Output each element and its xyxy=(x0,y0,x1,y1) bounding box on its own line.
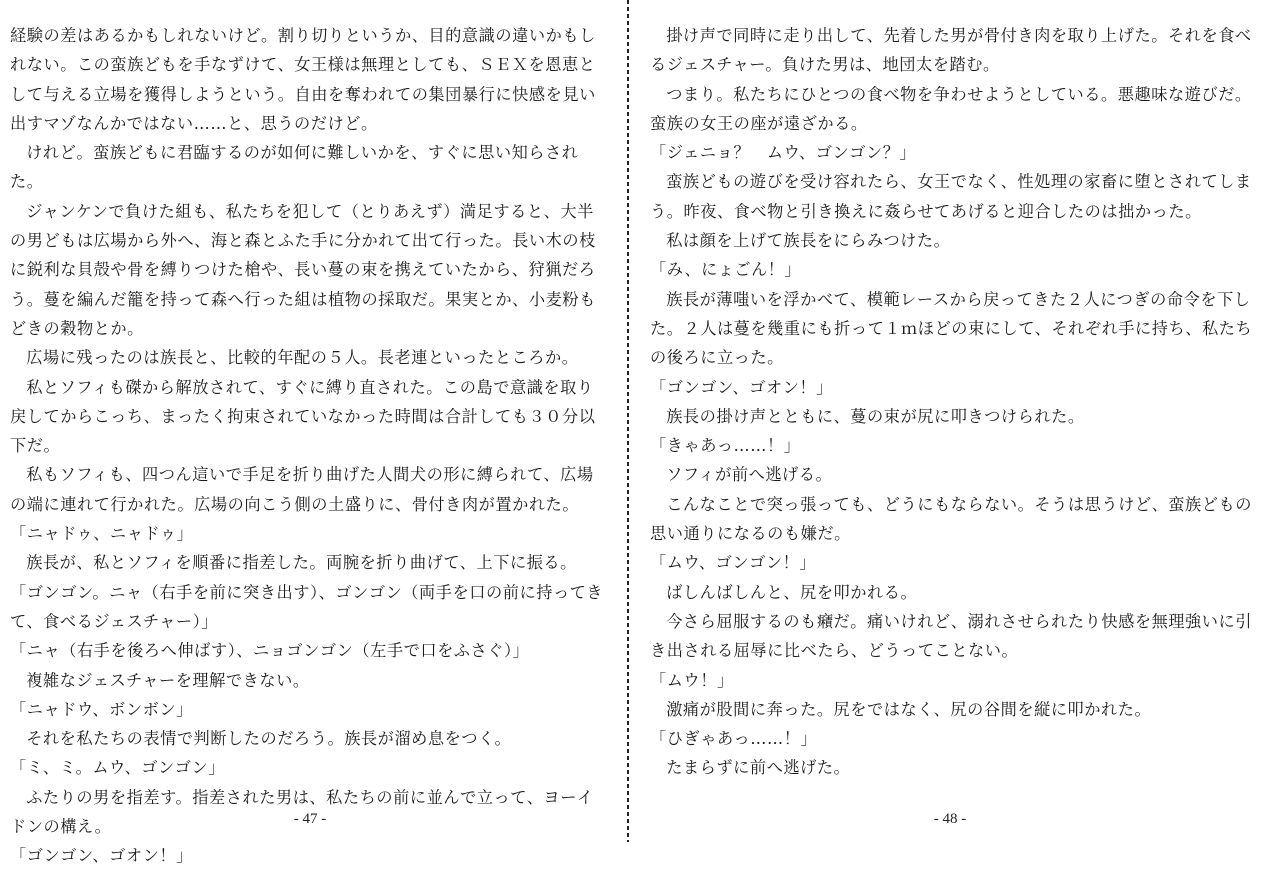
paragraph: 族長の掛け声とともに、蔓の束が尻に叩きつけられた。 xyxy=(666,406,1085,426)
dialogue-line: 「ひぎゃあっ……！」 xyxy=(650,729,818,749)
left-page-body xyxy=(10,21,610,871)
paragraph: それを私たちの表情で判断したのだろう。族長が溜め息をつく。 xyxy=(26,729,512,749)
paragraph: 今さら屈服するのも癪だ。痛いけれど、溺れさせられたり快感を無理強いに引き出される屈辱に比べたら、どうってことない。 xyxy=(650,611,1252,661)
paragraph: 広場に残ったのは族長と、比較的年配の５人。長老連といったところか。 xyxy=(26,348,579,368)
dialogue-line: 「ムウ、ゴンゴン！」 xyxy=(650,553,817,573)
dialogue-line: 「ニャドゥ、ニャドゥ」 xyxy=(10,524,194,544)
paragraph: 複雑なジェスチャーを理解できない。 xyxy=(26,670,310,690)
paragraph: ばしんばしんと、尻を叩かれる。 xyxy=(666,582,918,602)
paragraph: こんなことで突っ張っても、どうにもならない。そうは思うけど、蛮族どもの思い通りになるのも嫌だ。 xyxy=(650,494,1252,544)
paragraph: つまり。私たちにひとつの食べ物を争わせようとしている。悪趣味な遊びだ。蛮族の女王の座が遠ざかる。 xyxy=(650,84,1252,133)
dialogue-line: 「ミ、ミ。ムウ、ゴンゴン」 xyxy=(10,758,225,778)
paragraph: 掛け声で同時に走り出して、先着した男が骨付き肉を取り上げた。それを食べるジェスチャー。負けた男は、地団太を踏む。 xyxy=(650,26,1252,75)
dialogue-line: 「ジェニョ？ ムウ、ゴンゴン？」 xyxy=(650,143,917,163)
dialogue-line: 「ゴンゴン。ニャ（右手を前に突き出す）、ゴンゴン（両手を口の前に持ってきて、食べるジェスチャー）」 xyxy=(10,582,604,631)
page-number: - 48 - xyxy=(933,811,967,827)
page-number: - 47 - xyxy=(293,811,327,827)
dialogue-line: 「きゃあっ……！」 xyxy=(650,436,801,456)
paragraph: けれど。蛮族どもに君臨するのが如何に難しいかを、すぐに思い知らされた。 xyxy=(10,143,579,192)
paragraph: ソフィが前へ逃げる。 xyxy=(666,465,833,485)
dialogue-line: 「み、にょごん！」 xyxy=(650,260,802,280)
paragraph: 私は顔を上げて族長をにらみつけた。 xyxy=(666,231,951,251)
paragraph: 激痛が股間に奔った。尻をではなく、尻の谷間を縦に叩かれた。 xyxy=(666,699,1152,719)
dialogue-line: 「ムウ！」 xyxy=(650,670,734,690)
dialogue-line: 「ニャドウ、ボンボン」 xyxy=(10,699,193,719)
paragraph: ふたりの男を指差す。指差された男は、私たちの前に並んで立って、ヨーイドンの構え。 xyxy=(10,787,594,837)
paragraph: 経験の差はあるかもしれないけど。割り切りというか、目的意識の違いかもしれない。この蛮族どもを手なずけて、女王様は無理としても、ＳＥＸを恩恵として与える立場を獲得しようという。自由を奪われての集団暴行に快感を見い出すマゾなんかではない……と、思うのだけど。 xyxy=(10,26,596,133)
dialogue-line: 「ゴンゴン、ゴオン！」 xyxy=(10,846,193,866)
dialogue-line: 「ニャ（右手を後ろへ伸ばす）、ニョゴンゴン（左手で口をふさぐ）」 xyxy=(10,641,530,661)
paragraph: ジャンケンで負けた組も、私たちを犯して（とりあえず）満足すると、大半の男どもは広場から外へ、海と森とふた手に分かれて出て行った。長い木の枝に鋭利な貝殻や骨を縛りつけた槍や、長い蔓の束を携えていたから、狩猟だろう。蔓を編んだ籠を持って森へ行った組は植物の採取だ。果実とか、小麦粉もどきの穀物とか。 xyxy=(10,201,596,338)
paragraph: たまらずに前へ逃げた。 xyxy=(666,758,851,778)
paragraph: 私もソフィも、四つん這いで手足を折り曲げた人間犬の形に縛られて、広場の端に連れて行かれた。広場の向こう側の土盛りに、骨付き肉が置かれた。 xyxy=(10,465,594,514)
paragraph: 蛮族どもの遊びを受け容れたら、女王でなく、性処理の家畜に堕とされてしまう。昨夜、食べ物と引き換えに姦らせてあげると迎合したのは拙かった。 xyxy=(650,172,1252,221)
right-page xyxy=(650,0,1255,850)
dialogue-line: 「ゴンゴン、ゴオン！」 xyxy=(650,377,833,397)
right-page-body xyxy=(650,21,1255,783)
paragraph: 族長が、私とソフィを順番に指差した。両腕を折り曲げて、上下に振る。 xyxy=(26,553,577,573)
paragraph: 族長が薄嗤いを浮かべて、模範レースから戻ってきた２人につぎの命令を下した。２人は蔓を幾重にも折って１ｍほどの束にして、それぞれ手に持ち、私たちの後ろに立った。 xyxy=(650,289,1253,368)
left-page xyxy=(10,0,610,866)
paragraph: 私とソフィも磔から解放されて、すぐに縛り直された。この島で意識を取り戻してからこっち、まったく拘束されていなかった時間は合計しても３０分以下だ。 xyxy=(10,377,596,456)
page-divider xyxy=(627,0,629,842)
